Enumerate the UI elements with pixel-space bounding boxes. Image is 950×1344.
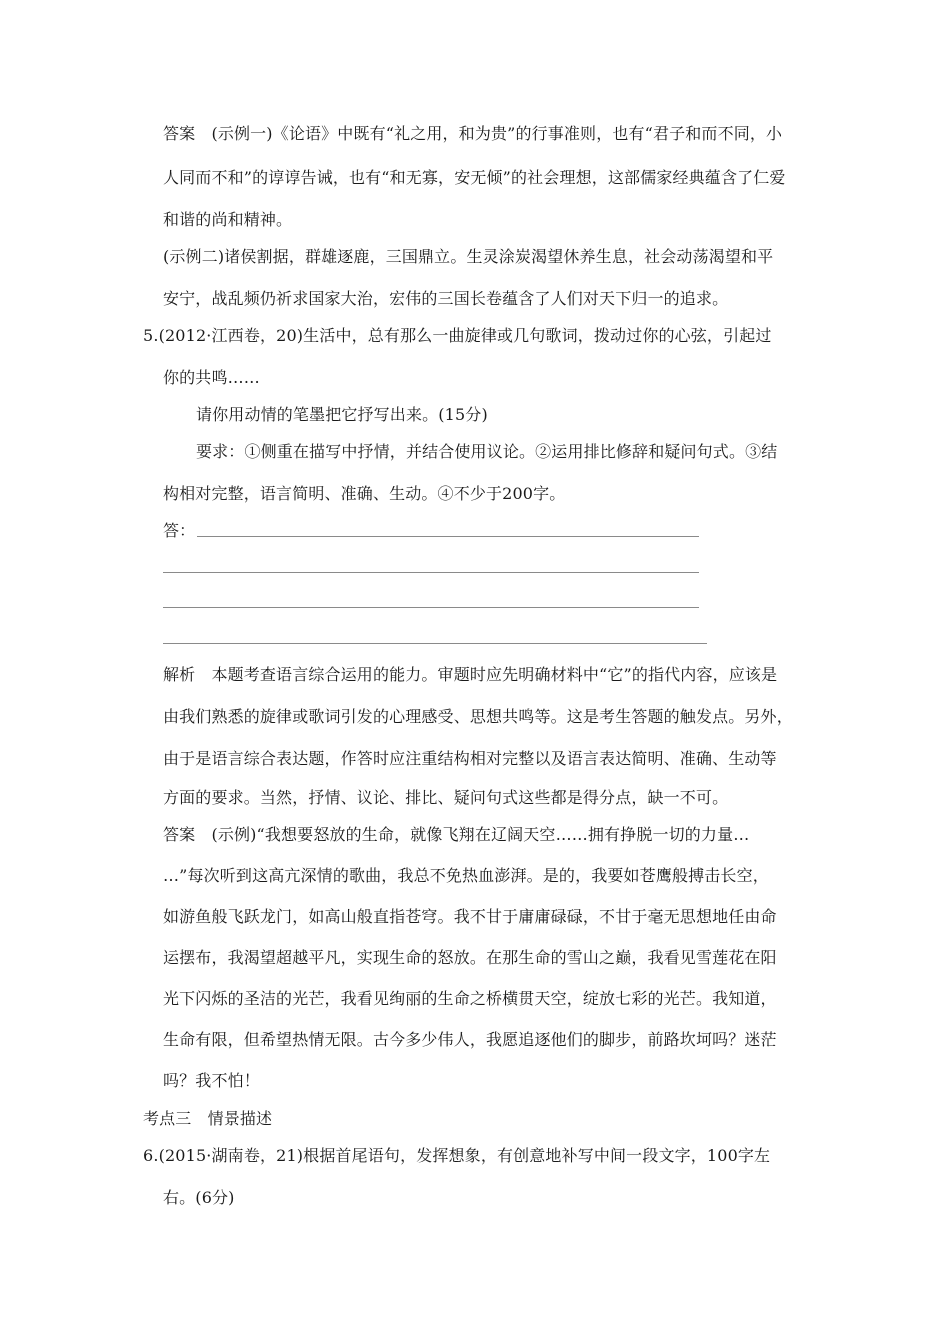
answer-block-1-line-4: (示例二)诸侯割据，群雄逐鹿，三国鼎立。生灵涂炭渴望休养生息，社会动荡渴望和平 <box>163 247 774 266</box>
question-6-line-2: 右。(6分) <box>163 1188 235 1207</box>
question-5-line-1: 5.(2012·江西卷，20)生活中，总有那么一曲旋律或几句歌词，拨动过你的心弦，引起过 <box>143 326 772 345</box>
analysis-line-2: 由我们熟悉的旋律或歌词引发的心理感受、思想共鸣等。这是考生答题的触发点。另外， <box>163 707 793 726</box>
answer-block-1-line-3: 和谐的尚和精神。 <box>163 210 293 229</box>
answer-5-line-2: …”每次听到这高亢深情的歌曲，我总不免热血澎湃。是的，我要如苍鹰般搏击长空， <box>163 866 769 885</box>
answer-5-line-1: 答案 (示例)“我想要怒放的生命，就像飞翔在辽阔天空……拥有挣脱一切的力量… <box>163 825 750 844</box>
answer-block-1-line-2: 人同而不和”的谆谆告诫，也有“和无寡，安无倾”的社会理想，这部儒家经典蕴含了仁爱 <box>163 168 786 187</box>
answer-5-line-3: 如游鱼般飞跃龙门，如高山般直指苍穹。我不甘于庸庸碌碌，不甘于毫无思想地任由命 <box>163 907 777 926</box>
question-5-requirement-line-2: 构相对完整，语言简明、准确、生动。④不少于200字。 <box>163 484 566 503</box>
answer-blank-line-3 <box>163 607 699 608</box>
answer-5-line-5: 光下闪烁的圣洁的光芒，我看见绚丽的生命之桥横贯天空，绽放七彩的光芒。我知道， <box>163 989 777 1008</box>
analysis-line-1: 解析 本题考查语言综合运用的能力。审题时应先明确材料中“它”的指代内容，应该是 <box>163 665 778 684</box>
answer-block-1-line-1: 答案 (示例一)《论语》中既有“礼之用，和为贵”的行事准则，也有“君子和而不同，小 <box>163 124 783 143</box>
analysis-line-3: 由于是语言综合表达题，作答时应注重结构相对完整以及语言表达简明、准确、生动等 <box>163 749 777 768</box>
answer-label: 答： <box>163 521 196 540</box>
analysis-line-4: 方面的要求。当然，抒情、议论、排比、疑问句式这些都是得分点，缺一不可。 <box>163 788 729 807</box>
question-5-prompt: 请你用动情的笔墨把它抒写出来。(15分) <box>196 405 488 424</box>
question-6-line-1: 6.(2015·湖南卷，21)根据首尾语句，发挥想象，有创意地补写中间一段文字，100字左 <box>143 1146 771 1165</box>
answer-block-1-line-5: 安宁，战乱频仍祈求国家大治，宏伟的三国长卷蕴含了人们对天下归一的追求。 <box>163 289 729 308</box>
answer-5-line-7: 吗？我不怕！ <box>163 1071 260 1090</box>
answer-blank-line-2 <box>163 572 699 573</box>
question-5-requirement-line-1: 要求：①侧重在描写中抒情，并结合使用议论。②运用排比修辞和疑问句式。③结 <box>196 442 778 461</box>
answer-blank-line-4 <box>163 643 707 644</box>
section-3-heading: 考点三 情景描述 <box>143 1109 273 1128</box>
answer-blank-line-1 <box>197 536 699 537</box>
question-5-line-2: 你的共鸣…… <box>163 368 260 387</box>
answer-5-line-6: 生命有限，但希望热情无限。古今多少伟人，我愿追逐他们的脚步，前路坎坷吗？迷茫 <box>163 1030 777 1049</box>
answer-5-line-4: 运摆布，我渴望超越平凡，实现生命的怒放。在那生命的雪山之巅，我看见雪莲花在阳 <box>163 948 777 967</box>
